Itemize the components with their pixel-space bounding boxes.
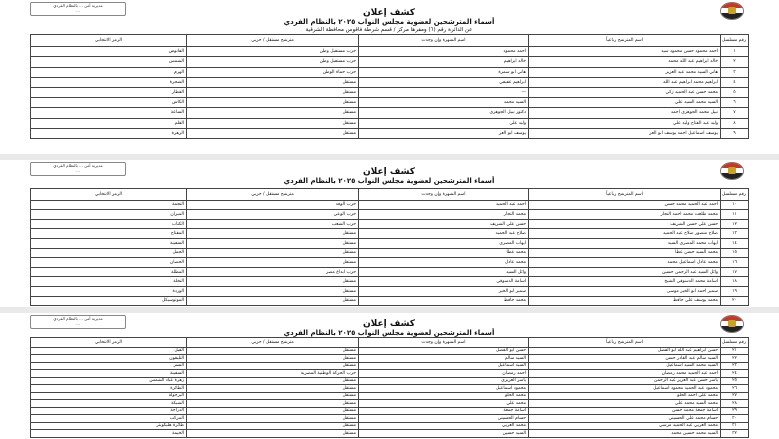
column-header: اسم الشهرة وإن وجدت	[359, 35, 529, 47]
row-number: ٥	[721, 87, 749, 97]
affiliation: مستقل	[187, 415, 359, 423]
row-number: ١٣	[721, 229, 749, 239]
nickname: —	[359, 87, 529, 97]
row-number: ١٠	[721, 200, 749, 210]
candidate-name: ايهاب محمد المصري السيد	[529, 238, 721, 248]
affiliation: مستقل	[187, 407, 359, 415]
nickname: السيد سالم	[359, 355, 529, 363]
affiliation: مستقل	[187, 108, 359, 118]
nickname: احمد رمضان	[359, 370, 529, 378]
affiliation: مستقل	[187, 248, 359, 258]
electoral-symbol: القلم	[31, 118, 187, 128]
table-header-row	[31, 189, 749, 201]
affiliation: مستقل	[187, 430, 359, 438]
affiliation: مستقل	[187, 87, 359, 97]
electoral-symbol: الطائرة	[31, 385, 187, 393]
affiliation: مستقل	[187, 385, 359, 393]
column-header: رقم مسلسل	[721, 35, 749, 47]
table-row	[31, 400, 749, 408]
table-row	[31, 355, 749, 363]
candidate-name: السيد محمد حسين محمد	[529, 430, 721, 438]
row-number: ٢٤	[721, 370, 749, 378]
table-row	[31, 430, 749, 438]
page-subtitle: أسماء المترشحين لعضوية مجلس النواب ٢٠٢٥ بالنظام الفردي	[283, 177, 495, 185]
nickname: حسن علي الشريف	[359, 219, 529, 229]
affiliation: مستقل	[187, 98, 359, 108]
electoral-symbol: الموتوسيكل	[31, 296, 187, 306]
announcement-page	[30, 160, 748, 306]
nickname: محمد عطا	[359, 248, 529, 258]
row-number: ٢٣	[721, 362, 749, 370]
table-row	[31, 219, 749, 229]
candidate-name: حسن ابراهيم عبد الله ابو الفضل	[529, 347, 721, 355]
affiliation: مستقل	[187, 347, 359, 355]
nickname: ياسر العزيزي	[359, 377, 529, 385]
electoral-symbol: الكاس	[31, 98, 187, 108]
nickname: السيد اسماعيل	[359, 362, 529, 370]
table-row	[31, 277, 749, 287]
affiliation: مستقل	[187, 128, 359, 138]
affiliation: مستقل	[187, 77, 359, 87]
electoral-symbol: السفينة	[31, 238, 187, 248]
table-row	[31, 377, 749, 385]
page-title: كشف إعلان	[363, 8, 415, 18]
affiliation: حزب الوفد	[187, 200, 359, 210]
candidate-name: محمد حسن عبد الحميد زكي	[529, 87, 721, 97]
announcement-page	[30, 313, 748, 439]
candidate-name: محمد السيد محمد علي	[529, 400, 721, 408]
row-number: ٣	[721, 67, 749, 77]
affiliation: مستقل	[187, 258, 359, 268]
row-number: ١٨	[721, 277, 749, 287]
electoral-symbol: الزهرة	[31, 128, 187, 138]
row-number: ٢٧	[721, 392, 749, 400]
stamp-line: مديرية أمن ... بالنظام الفردي	[53, 3, 103, 8]
candidate-name: حسن علي حسن الشريف	[529, 219, 721, 229]
column-header: اسم المترشح رباعياً	[529, 189, 721, 201]
candidate-name: السيد سالم عبد القادر حسن	[529, 355, 721, 363]
electoral-symbol: القطار	[31, 87, 187, 97]
electoral-symbol: المظلة	[31, 267, 187, 277]
nickname: محمد النجار	[359, 210, 529, 220]
nickname: دكتور نبيل الجوهري	[359, 108, 529, 118]
table-row	[31, 347, 749, 355]
table-row	[31, 67, 749, 77]
affiliation: مستقل	[187, 229, 359, 239]
table-row	[31, 392, 749, 400]
table-row	[31, 296, 749, 306]
affiliation: حزب مستقبل وطن	[187, 57, 359, 67]
electoral-symbol: التليفون	[31, 355, 187, 363]
nickname: اسامة جمعة	[359, 407, 529, 415]
table-row	[31, 229, 749, 239]
candidate-name: صلاح منصور صلاح عبد الحميد	[529, 229, 721, 239]
candidate-name: محمود عبد الحميد محمود اسماعيل	[529, 385, 721, 393]
row-number: ١٢	[721, 219, 749, 229]
candidate-name: احمد عبد الحميد محمد رمضان	[529, 370, 721, 378]
affiliation: مستقل	[187, 400, 359, 408]
nickname: السيد حسين	[359, 430, 529, 438]
page-title: كشف إعلان	[363, 319, 415, 329]
column-header: مترشح مستقل / حزبي	[187, 35, 359, 47]
electoral-symbol: النجمة	[31, 200, 187, 210]
stamp-line: مديرية أمن ... بالنظام الفردي	[53, 163, 103, 168]
candidate-name: السيد محمد السيد علي	[529, 98, 721, 108]
row-number: ٢٢	[721, 355, 749, 363]
electoral-symbol: الدراجة	[31, 407, 187, 415]
nickname: خالد ابراهيم	[359, 57, 529, 67]
row-number: ١٥	[721, 248, 749, 258]
column-header: اسم المترشح رباعياً	[529, 35, 721, 47]
nickname: السيد محمد	[359, 98, 529, 108]
electoral-symbol: الكتاب	[31, 219, 187, 229]
affiliation: مستقل	[187, 355, 359, 363]
electoral-symbol: المركب	[31, 415, 187, 423]
affiliation: مستقل	[187, 277, 359, 287]
table-row	[31, 415, 749, 423]
nickname: صلاح عبد الحميد	[359, 229, 529, 239]
electoral-symbol: طائرة هليكوبتر	[31, 422, 187, 430]
nickname: سمير ابو الخير	[359, 286, 529, 296]
table-row	[31, 248, 749, 258]
row-number: ٣٢	[721, 430, 749, 438]
table-header-row	[31, 35, 749, 47]
table-row	[31, 210, 749, 220]
candidate-name: هاني السيد محمد عبد العزيز	[529, 67, 721, 77]
row-number: ٣١	[721, 422, 749, 430]
announcement-page	[30, 0, 748, 150]
column-header: اسم المترشح رباعياً	[529, 338, 721, 348]
column-header: مترشح مستقل / حزبي	[187, 189, 359, 201]
column-header: رقم مسلسل	[721, 189, 749, 201]
nickname: محمد العربي	[359, 422, 529, 430]
nickname: محمود اسماعيل	[359, 385, 529, 393]
table-row	[31, 128, 749, 138]
row-number: ٧	[721, 108, 749, 118]
nickname: وليد علي	[359, 118, 529, 128]
row-number: ١٧	[721, 267, 749, 277]
column-header: الرمز الانتخابي	[31, 189, 187, 201]
electoral-symbol: النخلة	[31, 277, 187, 287]
column-header: اسم الشهرة وإن وجدت	[359, 338, 529, 348]
affiliation: مستقل	[187, 377, 359, 385]
affiliation: مستقل	[187, 118, 359, 128]
affiliation: حزب مستقبل وطن	[187, 47, 359, 57]
stamp-line: ...	[76, 321, 80, 326]
affiliation: حزب الحركة الوطنية المصرية	[187, 370, 359, 378]
row-number: ٢٥	[721, 377, 749, 385]
district-line: عن الدائرة رقم (٦) ومقرها مركز / قسم شرطة فاقوس محافظة الشرقية	[305, 27, 473, 33]
affiliation: مستقل	[187, 392, 359, 400]
row-number: ٢٠	[721, 296, 749, 306]
row-number: ١١	[721, 210, 749, 220]
table-row	[31, 422, 749, 430]
table-row	[31, 108, 749, 118]
affiliation: حزب ابداع مصر	[187, 267, 359, 277]
candidate-name: محمد السيد حسن عطا	[529, 248, 721, 258]
affiliation: مستقل	[187, 362, 359, 370]
row-number: ١٤	[721, 238, 749, 248]
candidate-name: خالد ابراهيم عبد الله محمد	[529, 57, 721, 67]
nickname: محمد حافظ	[359, 296, 529, 306]
candidate-name: حسام محمد علي الحسيني	[529, 415, 721, 423]
electoral-symbol: الشبكة	[31, 400, 187, 408]
table-row	[31, 258, 749, 268]
table-row	[31, 286, 749, 296]
nickname: وائل السيد	[359, 267, 529, 277]
nickname: يوسف ابو العز	[359, 128, 529, 138]
electoral-symbol: الشجرة	[31, 77, 187, 87]
affiliation: حزب الوعي	[187, 210, 359, 220]
electoral-symbol: البرجولة	[31, 392, 187, 400]
row-number: ٩	[721, 128, 749, 138]
candidate-name: السيد محمد السيد اسماعيل	[529, 362, 721, 370]
row-number: ٢٩	[721, 407, 749, 415]
nickname: حسام الحسيني	[359, 415, 529, 423]
candidate-name: ابراهيم محمد ابراهيم عبد الله	[529, 77, 721, 87]
table-row	[31, 385, 749, 393]
row-number: ٢٦	[721, 385, 749, 393]
row-number: ٨	[721, 118, 749, 128]
table-row	[31, 47, 749, 57]
candidate-name: محمد علي احمد الحلو	[529, 392, 721, 400]
affiliation: مستقل	[187, 296, 359, 306]
column-header: رقم مسلسل	[721, 338, 749, 348]
table-row	[31, 238, 749, 248]
electoral-symbol: النسر	[31, 362, 187, 370]
electoral-symbol: الوردة	[31, 286, 187, 296]
column-header: الرمز الانتخابي	[31, 338, 187, 348]
electoral-symbol: الفيل	[31, 347, 187, 355]
page-title: كشف إعلان	[363, 167, 415, 177]
page-subtitle: أسماء المترشحين لعضوية مجلس النواب ٢٠٢٥ بالنظام الفردي	[283, 329, 495, 337]
row-number: ١	[721, 47, 749, 57]
candidates-table	[30, 188, 749, 306]
stamp-line: ...	[76, 8, 80, 13]
nickname: ابراهيم عفيفي	[359, 77, 529, 87]
candidates-table	[30, 337, 749, 438]
nickname: احمد عبد الحميد	[359, 200, 529, 210]
column-header: مترشح مستقل / حزبي	[187, 338, 359, 348]
candidate-name: وائل السيد عبد الرحمن حسين	[529, 267, 721, 277]
candidates-table	[30, 34, 749, 139]
row-number: ٢١	[721, 347, 749, 355]
nickname: احمد محمود	[359, 47, 529, 57]
candidate-name: يوسف اسماعيل احمد يوسف ابو العز	[529, 128, 721, 138]
table-header-row	[31, 338, 749, 348]
candidate-name: محمد طلعت محمد احمد النجار	[529, 210, 721, 220]
page-subtitle: أسماء المترشحين لعضوية مجلس النواب ٢٠٢٥ بالنظام الفردي	[283, 18, 495, 26]
electoral-symbol: الفانوس	[31, 47, 187, 57]
row-number: ١٩	[721, 286, 749, 296]
candidate-name: سمير احمد ابو الخير موسى	[529, 286, 721, 296]
nickname: محمد عادل	[359, 258, 529, 268]
electoral-symbol: الهرم	[31, 67, 187, 77]
electoral-symbol: الجمل	[31, 248, 187, 258]
electoral-symbol: الخيمة	[31, 430, 187, 438]
candidate-name: محمد عادل اسماعيل محمد	[529, 258, 721, 268]
affiliation: مستقل	[187, 286, 359, 296]
electoral-symbol: الميزان	[31, 210, 187, 220]
electoral-symbol: السفينة	[31, 370, 187, 378]
candidate-name: احمد محمود حسن محمود سيد	[529, 47, 721, 57]
table-row	[31, 77, 749, 87]
table-row	[31, 87, 749, 97]
nickname: محمد الحلو	[359, 392, 529, 400]
candidate-name: نبيل محمد الجوهري احمد	[529, 108, 721, 118]
row-number: ٢٨	[721, 400, 749, 408]
row-number: ٤	[721, 77, 749, 87]
column-header: اسم الشهرة وإن وجدت	[359, 189, 529, 201]
table-row	[31, 267, 749, 277]
column-header: الرمز الانتخابي	[31, 35, 187, 47]
table-row	[31, 362, 749, 370]
candidate-name: اسامة جمعة محمد حسن	[529, 407, 721, 415]
stamp-line: ...	[76, 168, 80, 173]
candidate-name: محمد يوسف علي حافظ	[529, 296, 721, 306]
affiliation: حزب الشعب	[187, 219, 359, 229]
table-row	[31, 118, 749, 128]
row-number: ٣٠	[721, 415, 749, 423]
row-number: ٢	[721, 57, 749, 67]
electoral-symbol: الشمس	[31, 57, 187, 67]
electoral-symbol: المفتاح	[31, 229, 187, 239]
stamp-line: مديرية أمن ... بالنظام الفردي	[53, 316, 103, 321]
nickname: اسامة الدسوقي	[359, 277, 529, 287]
nickname: محمد علي	[359, 400, 529, 408]
table-row	[31, 200, 749, 210]
table-row	[31, 370, 749, 378]
nickname: حسن ابو الفضل	[359, 347, 529, 355]
row-number: ٦	[721, 98, 749, 108]
candidate-name: ياسر حسن عبد العزيز عبد الرحمن	[529, 377, 721, 385]
affiliation: مستقل	[187, 238, 359, 248]
affiliation: مستقل	[187, 422, 359, 430]
nickname: هاني ابو سمرة	[359, 67, 529, 77]
electoral-symbol: الحصان	[31, 258, 187, 268]
table-row	[31, 98, 749, 108]
affiliation: حزب حماة الوطن	[187, 67, 359, 77]
candidate-name: محمد العربي عبد الحميد مرسي	[529, 422, 721, 430]
table-row	[31, 57, 749, 67]
nickname: ايهاب المصري	[359, 238, 529, 248]
row-number: ١٦	[721, 258, 749, 268]
candidate-name: احمد عبد الحميد محمد حسن	[529, 200, 721, 210]
table-row	[31, 407, 749, 415]
candidate-name: وليد عبد الفتاح وليد علي	[529, 118, 721, 128]
electoral-symbol: الساعة	[31, 108, 187, 118]
electoral-symbol: زهرة عباد الشمس	[31, 377, 187, 385]
candidate-name: اسامة محمد الدسوقي الشيخ	[529, 277, 721, 287]
